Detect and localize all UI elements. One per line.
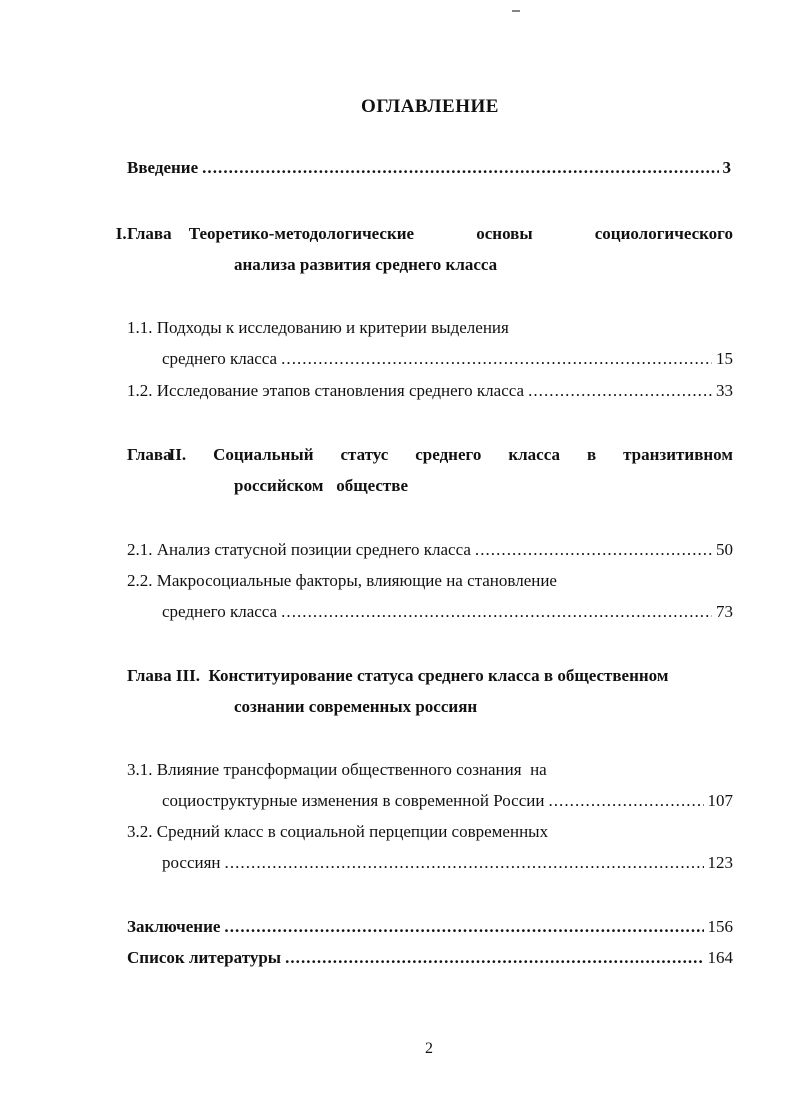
chapter-word: среднего	[415, 445, 482, 464]
toc-page-number: 3	[722, 158, 731, 177]
leader-dots	[202, 158, 718, 178]
toc-section-2-2-line1: 2.2. Макросоциальные факторы, влияющие на становление	[127, 571, 557, 590]
chapter-heading-row: российском обществе	[234, 476, 408, 495]
chapter-heading-row	[115, 224, 733, 244]
toc-entry-introduction	[127, 158, 731, 178]
chapter-heading-row	[127, 445, 733, 465]
toc-entry-conclusion	[127, 917, 733, 937]
toc-section-1-1-line1: 1.1. Подходы к исследованию и критерии выделения	[127, 318, 509, 337]
leader-dots	[281, 349, 712, 369]
toc-page-number: 164	[707, 948, 733, 967]
toc-page-number: 50	[716, 540, 733, 559]
toc-section-1-1	[162, 349, 733, 369]
chapter-heading-row: анализа развития среднего класса	[234, 255, 498, 274]
toc-page-number: 73	[716, 602, 733, 621]
toc-entry-label: россиян	[162, 853, 221, 872]
toc-entry-label: 2.1. Анализ статусной позиции среднего класса	[127, 540, 471, 559]
chapter-word: в	[586, 445, 597, 464]
chapter-1-heading	[115, 224, 733, 275]
toc-page-number: 107	[707, 791, 733, 810]
chapter-word: класса	[508, 445, 560, 464]
page-number: 2	[425, 1040, 433, 1057]
chapter-word: основы	[476, 224, 533, 243]
toc-section-2-2	[162, 602, 733, 622]
chapter-2-heading	[127, 445, 733, 496]
chapter-word: транзитивном	[623, 445, 733, 464]
toc-section-3-1-line1: 3.1. Влияние трансформации общественного сознания на	[127, 760, 547, 779]
toc-section-3-2	[162, 853, 733, 873]
chapter-heading-row: Глава III. Конституирование статуса среднего класса в общественном	[127, 666, 669, 685]
chapter-word: Социальный	[213, 445, 314, 464]
leader-dots	[528, 381, 712, 401]
leader-dots	[285, 948, 703, 968]
chapter-number: I.	[115, 224, 127, 243]
toc-section-3-1	[162, 791, 733, 811]
toc-page-number: 156	[707, 917, 733, 936]
leader-dots	[475, 540, 712, 560]
chapter-word: социологического	[594, 224, 733, 243]
toc-entry-label: Введение	[127, 158, 199, 177]
chapter-word: Глава	[127, 224, 172, 243]
chapter-word: Глава	[127, 445, 172, 464]
chapter-word: Теоретико-методологические	[188, 224, 415, 243]
leader-dots	[225, 853, 704, 873]
toc-entry-label: Список литературы	[127, 948, 282, 967]
leader-dots	[548, 791, 703, 811]
toc-section-3-2-line1: 3.2. Средний класс в социальной перцепции современных	[127, 822, 549, 841]
toc-entry-label: среднего класса	[162, 349, 278, 368]
toc-entry-label: Заключение	[127, 917, 221, 936]
leader-dots	[281, 602, 712, 622]
toc-entry-label: 1.2. Исследование этапов становления среднего класса	[127, 381, 525, 400]
toc-section-2-1	[127, 540, 733, 560]
chapter-3-heading	[127, 666, 733, 717]
leader-dots	[224, 917, 703, 937]
chapter-heading-row: сознании современных россиян	[234, 697, 478, 716]
toc-page-number: 33	[716, 381, 733, 400]
toc-entry-label: среднего класса	[162, 602, 278, 621]
toc-page-number: 123	[707, 853, 733, 872]
toc-section-1-2	[127, 381, 733, 401]
chapter-number: II.	[168, 445, 187, 464]
toc-page-number: 15	[716, 349, 733, 368]
chapter-word: статус	[340, 445, 389, 464]
scan-artifact	[512, 10, 520, 12]
page-title: ОГЛАВЛЕНИЕ	[361, 96, 499, 117]
toc-entry-label: социоструктурные изменения в современной России	[162, 791, 545, 810]
toc-entry-bibliography	[127, 948, 733, 968]
